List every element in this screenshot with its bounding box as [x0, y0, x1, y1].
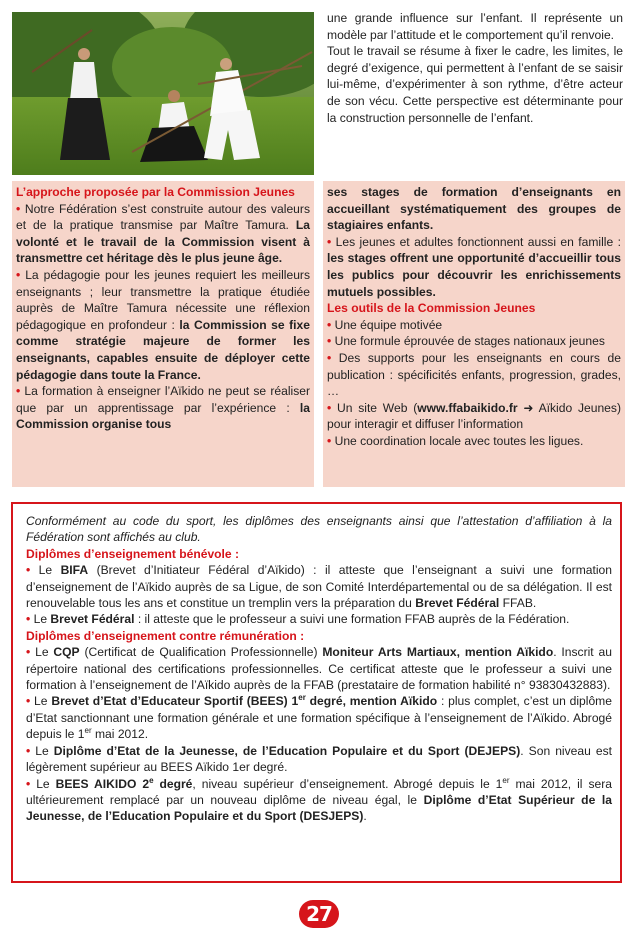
bullet-icon: •: [327, 350, 332, 365]
tool-item: [327, 433, 621, 450]
page-number: 27: [299, 900, 339, 928]
bifa-pre: Le: [30, 563, 61, 578]
approach-bullet-1-text: Notre Fédération s’est construite autour des valeurs et de la pratique transmise par Maître Tamura.: [16, 201, 310, 233]
bullet-icon: •: [327, 433, 332, 448]
tool-item-text: Une formule éprouvée de stages nationaux jeunes: [331, 334, 605, 349]
approach-bullet-2-bold: la Commission se fixe comme stratégie majeure de former les enseignants, capables ensuite de déployer cette pédagogie dans toute la France.: [16, 317, 310, 382]
bullet-icon: •: [327, 317, 332, 332]
cqp-text: (Certificat de Qualification Professionnelle): [79, 645, 323, 660]
tool-item: [327, 317, 621, 334]
bees2-sup: e: [149, 775, 154, 785]
bees-end: mai 2012.: [91, 727, 149, 742]
approach-bullet-1: [16, 201, 310, 267]
right-top-p1: une grande influence sur l’enfant. Il représente un modèle par l’attitude et le comportement qu’il renvoie.: [327, 11, 623, 42]
bees-text: : plus complet, c’est un diplôme d’Etat sanctionnant une formation générale et une formation spécifique à l’enseignement de l’Aïkido. Abrogé depuis le 1: [26, 694, 612, 742]
dejeps-pre: Le: [30, 743, 54, 758]
bees2-name: BEES AIKIDO 2: [55, 776, 150, 791]
approach-continuation: ses stages de formation d’enseignants en accueillant systématiquement des groupes de stagiaires enfants.: [327, 185, 621, 233]
website-text-post: Aïkido Jeunes) pour interagir et diffuser l’information: [327, 400, 621, 432]
bifa-brevet-federal: Brevet Fédéral: [415, 596, 500, 611]
bf-name: Brevet Fédéral: [50, 612, 135, 627]
tool-item-text: Une coordination locale avec toutes les ligues.: [331, 433, 584, 448]
dejeps-name: Diplôme d’Etat de la Jeunesse, de l’Education Populaire et du Sport (DEJEPS): [53, 743, 521, 758]
bifa-name: BIFA: [60, 563, 89, 578]
family-bullet-text: Les jeunes et adultes fonctionnent aussi en famille :: [331, 234, 621, 249]
right-top-p2: Tout le travail se résume à fixer le cadre, les limites, le degré d’exigence, qui permettent à l’enfant de se saisir lui-même, d’expérimenter à son rythme, d’être acteur de son vécu. Cette perspective est déterminante pour la construction personnelle de l’enfant.: [327, 44, 623, 125]
cqp-pre: Le: [30, 645, 54, 660]
right-top-text: [327, 10, 623, 126]
tools-heading: Les outils de la Commission Jeunes: [327, 301, 536, 316]
bullet-icon: •: [327, 234, 332, 249]
approach-heading: L’approche proposée par la Commission Jeunes: [16, 185, 295, 199]
bees-name2: degré, mention Aïkido: [305, 694, 438, 709]
tool-item: [327, 350, 621, 400]
aikido-photo: [12, 12, 314, 175]
bees2-item: [26, 776, 612, 825]
diplomas-intro: Conformément au code du sport, les diplômes des enseignants ainsi que l’attestation d’affiliation à la Fédération sont affichés au club.: [26, 514, 612, 545]
bifa-end: FFAB.: [499, 596, 537, 611]
bf-text: : il atteste que le professeur a suivi une formation FFAB auprès de la Fédération.: [134, 612, 570, 627]
approach-bullet-3: [16, 383, 310, 433]
bees2-name2: degré: [153, 776, 193, 791]
cqp-name: CQP: [53, 645, 80, 660]
family-bullet: [327, 234, 621, 300]
bullet-icon: •: [327, 334, 332, 349]
family-bullet-bold: les stages offrent une opportunité d’accueillir tous les publics pour découvrir les enrichissements mutuels possibles.: [327, 251, 621, 299]
dejeps-text: . Son niveau est légèrement supérieur au BEES Aïkido 1er degré.: [26, 743, 612, 775]
bees-name: Brevet d’Etat d’Educateur Sportif (BEES) 1: [51, 694, 299, 709]
approach-section: [16, 184, 310, 433]
bees2-text2: mai 2012, il sera ultérieurement remplacé par un nouveau diplôme de niveau égal, le: [26, 776, 612, 807]
approach-bullet-2-text: La pédagogie pour les jeunes requiert les meilleurs enseignants ; leur transmettre la pratique étudiée auprès de Maître Tamura nécessite une réflexion pédagogique en profondeur :: [16, 267, 310, 332]
volunteer-diplomas-heading: Diplômes d’enseignement bénévole :: [26, 546, 240, 561]
bifa-item: [26, 562, 612, 611]
website-link[interactable]: www.ffabaikido.fr: [417, 400, 518, 415]
bees2-bold: Diplôme d’Etat Supérieur de la Jeunesse, de l’Education Populaire et du Sport (DESJEPS): [26, 792, 612, 824]
bullet-icon: •: [26, 743, 31, 758]
bullet-icon: •: [26, 776, 31, 791]
tool-item-text: Des supports pour les enseignants en cours de publication : spécificités enfants, progression, grades, …: [327, 350, 621, 399]
bullet-icon: •: [327, 400, 332, 415]
diplomas-box: [11, 502, 622, 883]
brevet-federal-item: [26, 611, 612, 627]
approach-bullet-3-bold: la Commission organise tous: [16, 400, 310, 432]
bifa-text: (Brevet d’Initiateur Fédéral d’Aïkido) : il atteste que l’enseignant a suivi une formation d’enseignement de l’Aïkido auprès de sa Ligue, de son Comité Interdépartemental ou de sa délégation. Il est renouvelable tous les ans et constitue un tremplin vers la préparation du: [26, 563, 612, 611]
bees-sup2: er: [84, 726, 92, 736]
bees-sup: er: [298, 693, 306, 703]
arrow-right-icon: ➜: [523, 400, 534, 415]
bees2-text: , niveau supérieur d’enseignement. Abrogé depuis le 1: [192, 776, 503, 791]
tools-section: [327, 184, 621, 450]
approach-bullet-3-text: La formation à enseigner l’Aïkido ne peut se réaliser que par un apprentissage par l’expérience :: [16, 384, 310, 415]
dejeps-item: [26, 743, 612, 776]
bees2-sup2: er: [502, 775, 510, 785]
bullet-icon: •: [26, 694, 31, 709]
bullet-icon: •: [16, 267, 21, 282]
cqp-item: [26, 644, 612, 693]
bees2-pre: Le: [30, 776, 56, 791]
bullet-icon: •: [16, 201, 21, 216]
cqp-rest: . Inscrit au répertoire national des certifications professionnelles. Ce certificat atteste que le professeur a suivi une formation à l’enseignement de l’Aïkido auprès de la FFAB (prestataire de formation habilité n° 93830432883).: [26, 645, 612, 693]
website-text-pre: Un site Web (: [331, 400, 418, 415]
bees2-end: .: [363, 809, 367, 824]
bees-item: [26, 693, 612, 742]
bees-pre: Le: [30, 694, 52, 709]
tool-item-text: Une équipe motivée: [331, 317, 443, 332]
bullet-icon: •: [16, 384, 21, 399]
approach-bullet-1-bold: La volonté et le travail de la Commission visent à transmettre cet héritage dès le plus jeune âge.: [16, 218, 310, 266]
aikido-photo-illustration: [12, 12, 314, 175]
paid-diplomas-heading: Diplômes d’enseignement contre rémunération :: [26, 628, 305, 643]
diplomas-box-content: [26, 513, 612, 825]
approach-bullet-2: [16, 267, 310, 383]
tool-item: [327, 333, 621, 350]
tool-item-website: [327, 400, 621, 433]
bullet-icon: •: [26, 563, 31, 578]
bf-pre: Le: [30, 612, 51, 627]
cqp-bold: Moniteur Arts Martiaux, mention Aïkido: [322, 645, 554, 660]
bullet-icon: •: [26, 645, 31, 660]
bullet-icon: •: [26, 612, 31, 627]
